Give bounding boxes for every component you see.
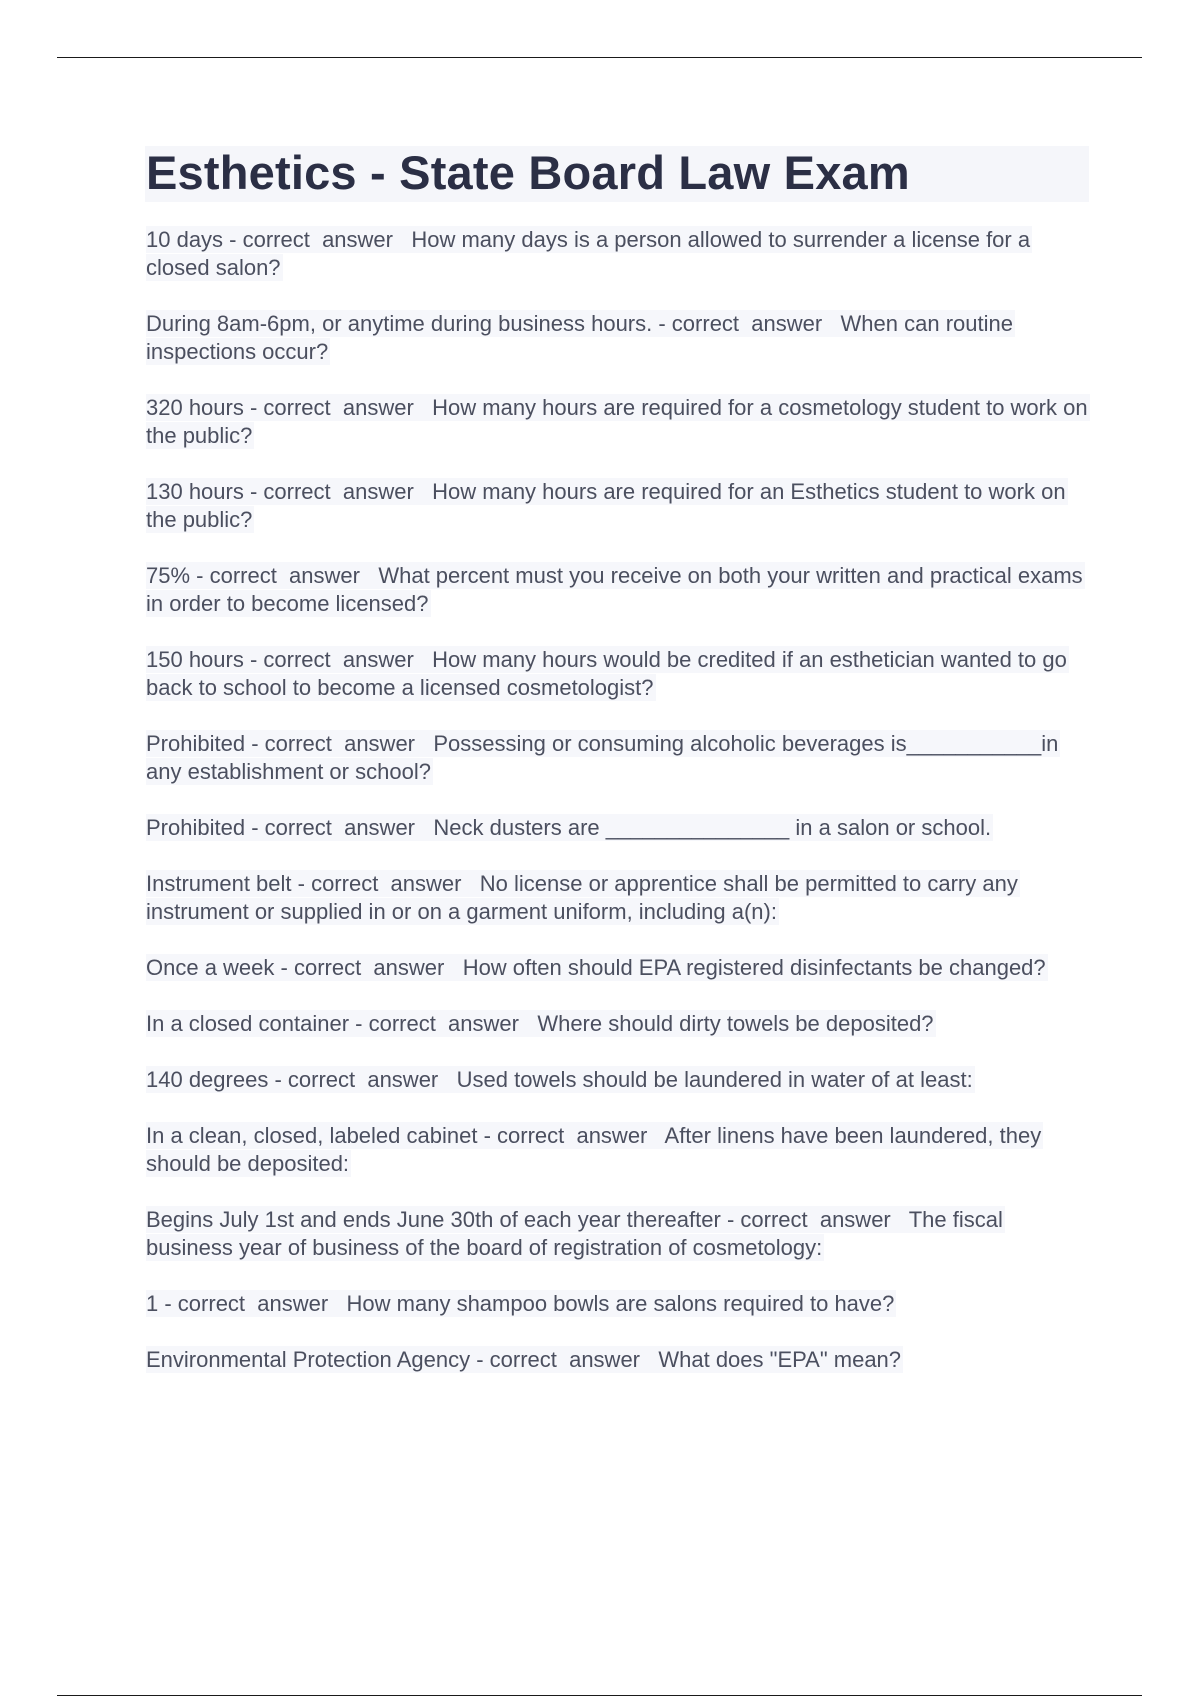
question-text: Used towels should be laundered in water of at least: bbox=[456, 1067, 973, 1092]
answer-separator: - correct answer bbox=[243, 395, 433, 420]
qa-item bbox=[146, 814, 1092, 842]
answer-text: 75% bbox=[146, 563, 191, 588]
answer-separator: - correct answer bbox=[720, 1207, 909, 1232]
qa-item bbox=[146, 730, 1092, 786]
answer-text: Begins July 1st and ends June 30th of each year thereafter bbox=[146, 1207, 721, 1232]
answer-separator: - correct answer bbox=[349, 1011, 538, 1036]
answer-text: Instrument belt bbox=[146, 871, 292, 896]
qa-list bbox=[146, 226, 1092, 1402]
answer-text: 150 hours bbox=[146, 647, 244, 672]
qa-item bbox=[146, 394, 1092, 450]
qa-item bbox=[146, 226, 1092, 282]
question-text: How many days is a person allowed to surrender a license for a closed salon? bbox=[146, 227, 1031, 280]
header-rule bbox=[57, 57, 1142, 58]
answer-separator: - correct answer bbox=[470, 1347, 659, 1372]
answer-text: Once a week bbox=[146, 955, 275, 980]
qa-item bbox=[146, 1066, 1092, 1094]
answer-text: In a clean, closed, labeled cabinet bbox=[146, 1123, 478, 1148]
answer-text: Environmental Protection Agency bbox=[146, 1347, 471, 1372]
footer-rule bbox=[57, 1695, 1142, 1696]
question-text: How often should EPA registered disinfectants be changed? bbox=[462, 955, 1046, 980]
qa-item bbox=[146, 1122, 1092, 1178]
question-text: How many hours are required for an Esthetics student to work on the public? bbox=[146, 479, 1066, 532]
answer-separator: - correct answer bbox=[477, 1123, 665, 1148]
answer-separator: - correct answer bbox=[245, 815, 434, 840]
qa-item bbox=[146, 1290, 1092, 1318]
answer-separator: - correct answer bbox=[158, 1291, 347, 1316]
question-text: Possessing or consuming alcoholic beverages is___________in any establishment or school? bbox=[146, 731, 1059, 784]
answer-text: Prohibited bbox=[146, 731, 246, 756]
answer-text: 1 bbox=[146, 1291, 159, 1316]
document-title: Esthetics - State Board Law Exam bbox=[146, 146, 910, 199]
answer-text: 10 days bbox=[146, 227, 224, 252]
question-text: After linens have been laundered, they should be deposited: bbox=[146, 1123, 1042, 1176]
qa-item bbox=[146, 562, 1092, 618]
answer-text: In a closed container bbox=[146, 1011, 350, 1036]
answer-text: Prohibited bbox=[146, 815, 246, 840]
question-text: The fiscal business year of business of the board of registration of cosmetology: bbox=[146, 1207, 1003, 1260]
question-text: How many hours would be credited if an esthetician wanted to go back to school to become a licensed cosmetologist? bbox=[146, 647, 1067, 700]
answer-separator: - correct answer bbox=[291, 871, 480, 896]
qa-item bbox=[146, 954, 1092, 982]
answer-separator: - correct answer bbox=[190, 563, 379, 588]
question-text: How many shampoo bowls are salons required to have? bbox=[346, 1291, 895, 1316]
qa-item bbox=[146, 1010, 1092, 1038]
qa-item bbox=[146, 1206, 1092, 1262]
question-text: No license or apprentice shall be permitted to carry any instrument or supplied in or on a garment uniform, including a(n): bbox=[146, 871, 1018, 924]
question-text: What percent must you receive on both your written and practical exams in order to become licensed? bbox=[146, 563, 1083, 616]
answer-separator: - correct answer bbox=[245, 731, 434, 756]
answer-text: During 8am-6pm, or anytime during business hours. bbox=[146, 311, 653, 336]
answer-separator: - correct answer bbox=[223, 227, 412, 252]
question-text: Where should dirty towels be deposited? bbox=[537, 1011, 934, 1036]
question-text: How many hours are required for a cosmetology student to work on the public? bbox=[146, 395, 1088, 448]
question-text: Neck dusters are _______________ in a salon or school. bbox=[433, 815, 992, 840]
qa-item bbox=[146, 646, 1092, 702]
answer-text: 320 hours bbox=[146, 395, 244, 420]
answer-separator: - correct answer bbox=[652, 311, 841, 336]
answer-separator: - correct answer bbox=[274, 955, 463, 980]
answer-text: 140 degrees bbox=[146, 1067, 269, 1092]
answer-text: 130 hours bbox=[146, 479, 244, 504]
qa-item bbox=[146, 478, 1092, 534]
answer-separator: - correct answer bbox=[243, 479, 433, 504]
answer-separator: - correct answer bbox=[268, 1067, 457, 1092]
qa-item bbox=[146, 310, 1092, 366]
qa-item bbox=[146, 870, 1092, 926]
question-text: What does "EPA" mean? bbox=[658, 1347, 902, 1372]
question-text: When can routine inspections occur? bbox=[146, 311, 1013, 364]
qa-item bbox=[146, 1346, 1092, 1374]
answer-separator: - correct answer bbox=[243, 647, 433, 672]
